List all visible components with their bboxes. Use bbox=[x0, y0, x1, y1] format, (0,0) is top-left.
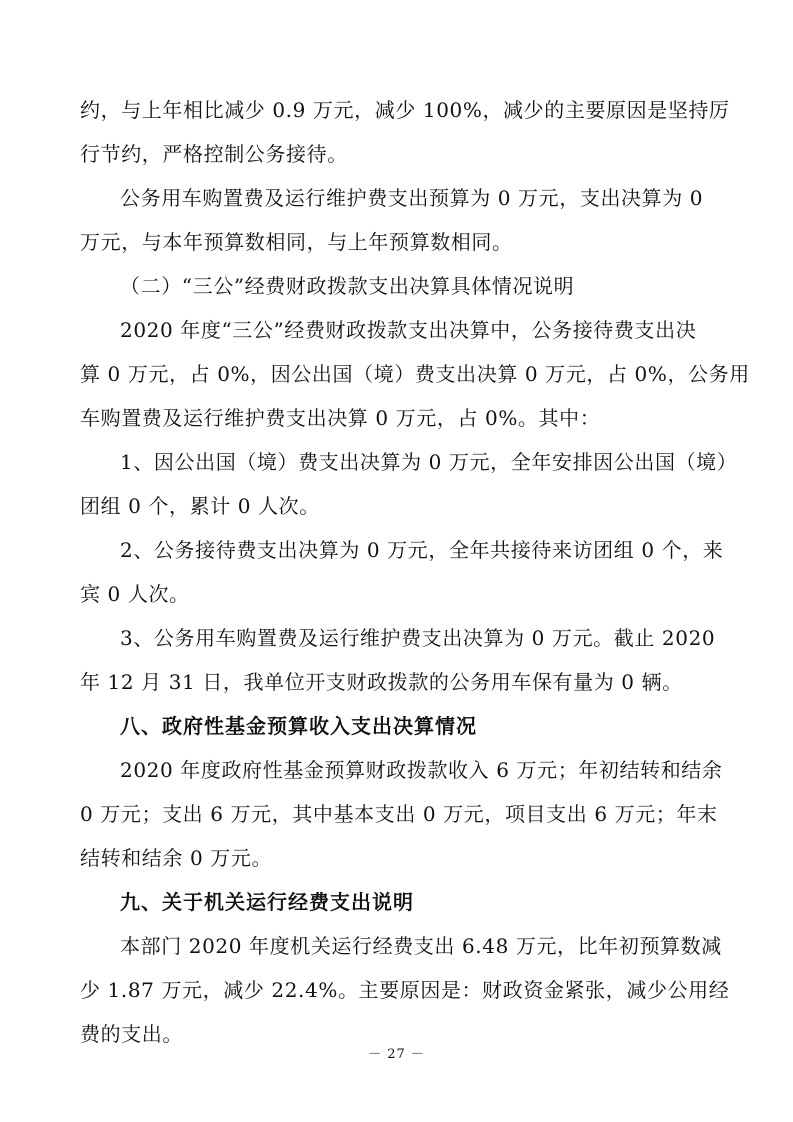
text-line: 年 12 月 31 日，我单位开支财政拨款的公务用车保有量为 0 辆。 bbox=[80, 670, 683, 694]
text-line: 结转和结余 0 万元。 bbox=[80, 846, 273, 870]
page-number: － 27 － bbox=[368, 1047, 425, 1062]
paragraph-line: 公务用车购置费及运行维护费支出预算为 0 万元，支出决算为 0 bbox=[120, 186, 704, 210]
paragraph-line: 2020 年度“三公”经费财政拨款支出决算中，公务接待费支出决 bbox=[120, 318, 697, 342]
text-line: 车购置费及运行维护费支出决算 0 万元，占 0%。其中： bbox=[80, 406, 601, 430]
list-item: 1、因公出国（境）费支出决算为 0 万元，全年安排因公出国（境） bbox=[120, 450, 738, 474]
text-line: 费的支出。 bbox=[80, 1022, 183, 1046]
text-line: 宾 0 人次。 bbox=[80, 582, 190, 606]
list-item: 2、公务接待费支出决算为 0 万元，全年共接待来访团组 0 个，来 bbox=[120, 538, 724, 562]
text-line: 算 0 万元，占 0%，因公出国（境）费支出决算 0 万元，占 0%，公务用 bbox=[80, 362, 750, 386]
paragraph-line: 本部门 2020 年度机关运行经费支出 6.48 万元，比年初预算数减 bbox=[120, 934, 722, 958]
text-line: 0 万元；支出 6 万元，其中基本支出 0 万元，项目支出 6 万元；年末 bbox=[80, 802, 718, 826]
text-line: 行节约，严格控制公务接待。 bbox=[80, 142, 348, 166]
subsection-heading: （二）“三公”经费财政拨款支出决算具体情况说明 bbox=[120, 274, 575, 298]
text-line: 万元，与本年预算数相同，与上年预算数相同。 bbox=[80, 230, 513, 254]
section-heading: 八、政府性基金预算收入支出决算情况 bbox=[120, 714, 477, 738]
list-item: 3、公务用车购置费及运行维护费支出决算为 0 万元。截止 2020 bbox=[120, 626, 716, 650]
section-heading: 九、关于机关运行经费支出说明 bbox=[120, 890, 414, 914]
paragraph-line: 2020 年度政府性基金预算财政拨款收入 6 万元；年初结转和结余 bbox=[120, 758, 723, 782]
text-line: 团组 0 个，累计 0 人次。 bbox=[80, 494, 320, 518]
text-line: 约，与上年相比减少 0.9 万元，减少 100%，减少的主要原因是坚持厉 bbox=[80, 98, 730, 122]
text-line: 少 1.87 万元，减少 22.4%。主要原因是：财政资金紧张，减少公用经 bbox=[80, 978, 730, 1002]
